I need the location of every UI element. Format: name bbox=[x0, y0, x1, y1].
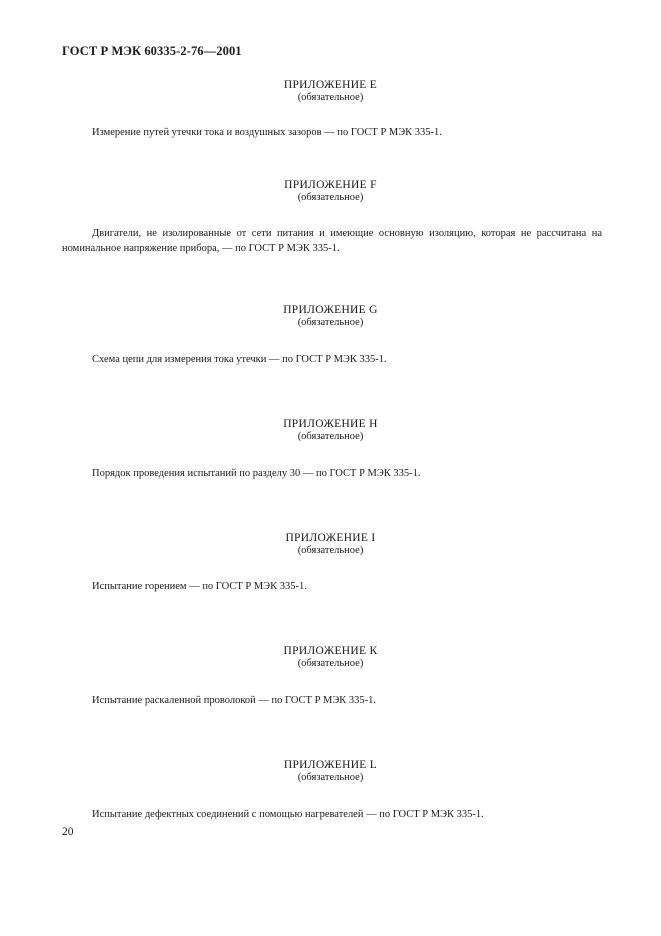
annex-f-text: Двигатели, не изолированные от сети питания и имеющие основную изоляцию, которая не рассчитана на номинальное напряжение прибора, — по ГОСТ Р МЭК 335-1. bbox=[62, 228, 602, 254]
annex-g-heading bbox=[0, 303, 661, 329]
annex-title: ПРИЛОЖЕНИЕ К bbox=[283, 645, 378, 657]
annex-h-text: Порядок проведения испытаний по разделу 30 — по ГОСТ Р МЭК 335-1. bbox=[92, 468, 421, 479]
annex-title: ПРИЛОЖЕНИЕ G bbox=[283, 304, 378, 316]
annex-title: ПРИЛОЖЕНИЕ I bbox=[285, 532, 376, 544]
annex-k-text: Испытание раскаленной проволокой — по ГОСТ Р МЭК 335-1. bbox=[92, 695, 377, 706]
annex-status: (обязательное) bbox=[297, 772, 364, 783]
annex-g-text: Схема цепи для измерения тока утечки — по ГОСТ Р МЭК 335-1. bbox=[92, 354, 387, 365]
annex-status: (обязательное) bbox=[297, 192, 364, 203]
annex-status: (обязательное) bbox=[297, 658, 364, 669]
document-header: ГОСТ Р МЭК 60335-2-76—2001 bbox=[62, 44, 242, 58]
annex-status: (обязательное) bbox=[297, 317, 364, 328]
annex-status: (обязательное) bbox=[297, 431, 364, 442]
annex-title: ПРИЛОЖЕНИЕ F bbox=[284, 179, 377, 191]
annex-i-text: Испытание горением — по ГОСТ Р МЭК 335-1. bbox=[92, 581, 307, 592]
annex-e-text: Измерение путей утечки тока и воздушных зазоров — по ГОСТ Р МЭК 335-1. bbox=[92, 127, 442, 138]
annex-status: (обязательное) bbox=[297, 545, 364, 556]
annex-k-heading bbox=[0, 644, 661, 670]
annex-f-heading bbox=[0, 178, 661, 204]
page-number: 20 bbox=[62, 826, 74, 838]
annex-title: ПРИЛОЖЕНИЕ Н bbox=[283, 418, 378, 430]
annex-title: ПРИЛОЖЕНИЕ Е bbox=[283, 79, 378, 91]
annex-status: (обязательное) bbox=[297, 92, 364, 103]
annex-title: ПРИЛОЖЕНИЕ L bbox=[283, 759, 378, 771]
annex-i-heading bbox=[0, 531, 661, 557]
annex-l-text: Испытание дефектных соединений с помощью нагревателей — по ГОСТ Р МЭК 335-1. bbox=[92, 809, 484, 820]
annex-h-heading bbox=[0, 417, 661, 443]
annex-l-heading bbox=[0, 758, 661, 784]
annex-e-heading bbox=[0, 78, 661, 104]
